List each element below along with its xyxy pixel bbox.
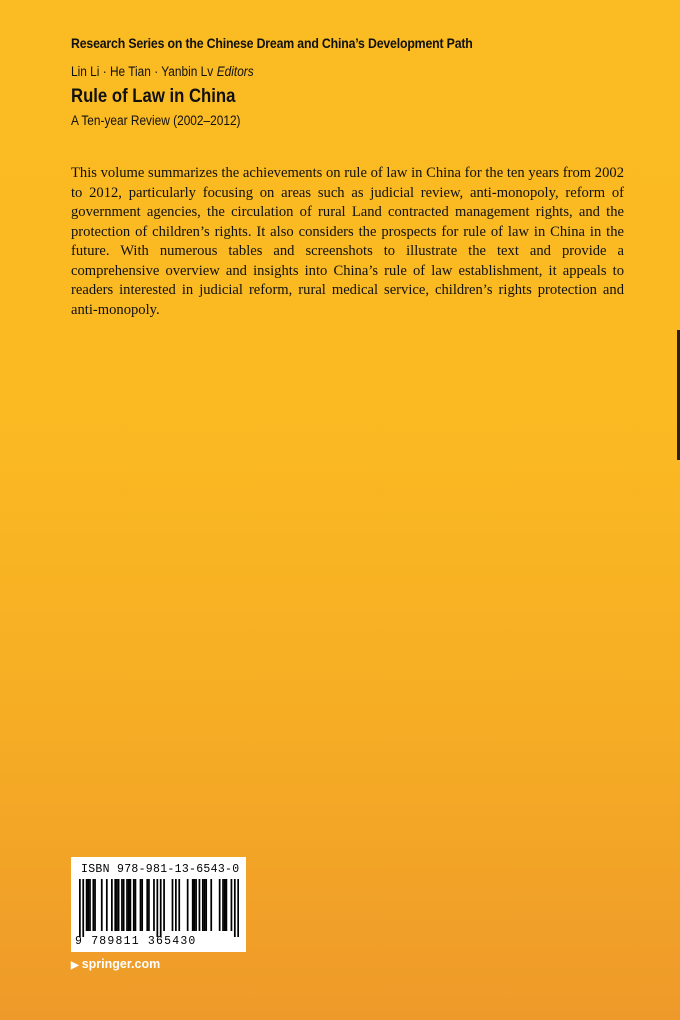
barcode-bar (116, 879, 118, 931)
barcode-bar (130, 879, 132, 931)
barcode-bar (92, 879, 94, 931)
barcode-bar (106, 879, 108, 931)
barcode-bar (210, 879, 212, 931)
barcode-bar (123, 879, 125, 931)
barcode-bar (87, 879, 89, 931)
barcode-bar (126, 879, 128, 931)
barcode-bar (234, 879, 236, 937)
barcode-bar (205, 879, 207, 931)
barcode-bars (79, 879, 239, 937)
barcode-bar (163, 879, 165, 931)
barcode-bar (192, 879, 194, 931)
barcode-bar (114, 879, 116, 931)
barcode-digits: 9 789811 365430 (75, 935, 197, 948)
barcode-bar (224, 879, 226, 931)
barcode-bar (237, 879, 239, 937)
barcode-bar (160, 879, 162, 937)
barcode-bar (101, 879, 103, 931)
barcode-bar (82, 879, 84, 937)
barcode-bar (79, 879, 81, 937)
barcode-bar (148, 879, 150, 931)
editor-names: Lin Li · He Tian · Yanbin Lv (71, 64, 214, 79)
publisher-link[interactable] (71, 957, 160, 971)
barcode-bar (141, 879, 143, 931)
barcode-bar (175, 879, 177, 931)
barcode-bar (89, 879, 91, 931)
barcode-bar (202, 879, 204, 931)
barcode-bar (195, 879, 197, 931)
series-title: Research Series on the Chinese Dream and China’s Development Path (71, 35, 473, 51)
barcode-bar (172, 879, 174, 931)
book-description: This volume summarizes the achievements on rule of law in China for the ten years from 2002 to 2012, particularly focusing on areas such as judicial review, anti-monopoly, reform of government agencies, the circulation of rural Land contracted management rights, and the protection of children’s rights. It also considers the prospects for rule of law in China in the future. With numerous tables and screenshots to illustrate the text and provide a comprehensive overview and insights into China’s rule of law establishment, it appeals to readers interested in judicial reform, rural medical service, children’s rights protection and anti-monopoly. (71, 165, 624, 318)
play-arrow-icon: ▶ (71, 960, 79, 971)
barcode-bar (135, 879, 137, 931)
barcode-bar (94, 879, 96, 931)
publisher-link-text[interactable]: springer.com (81, 957, 161, 971)
barcode-bar (187, 879, 189, 931)
book-subtitle: A Ten-year Review (2002–2012) (71, 113, 241, 128)
barcode-bar (204, 879, 206, 931)
barcode-bar (231, 879, 233, 931)
barcode-bar (140, 879, 142, 931)
barcode-bar (222, 879, 224, 931)
barcode-bar (194, 879, 196, 931)
barcode-bar (226, 879, 228, 931)
barcode-bar (156, 879, 158, 937)
isbn-label: ISBN 978-981-13-6543-0 (81, 863, 240, 876)
barcode-bar (146, 879, 148, 931)
isbn-barcode-box (71, 857, 246, 952)
barcode-bar (219, 879, 221, 931)
barcode-bar (121, 879, 123, 931)
barcode-bar (199, 879, 201, 931)
editors-role: Editors (216, 64, 254, 79)
barcode-bar (118, 879, 120, 931)
barcode-bar (153, 879, 155, 931)
barcode-bar (133, 879, 135, 931)
barcode-bar (86, 879, 88, 931)
barcode-bar (128, 879, 130, 931)
barcode-bar (178, 879, 180, 931)
editors-line (71, 64, 254, 79)
barcode-bar (111, 879, 113, 931)
book-title: Rule of Law in China (71, 86, 236, 107)
